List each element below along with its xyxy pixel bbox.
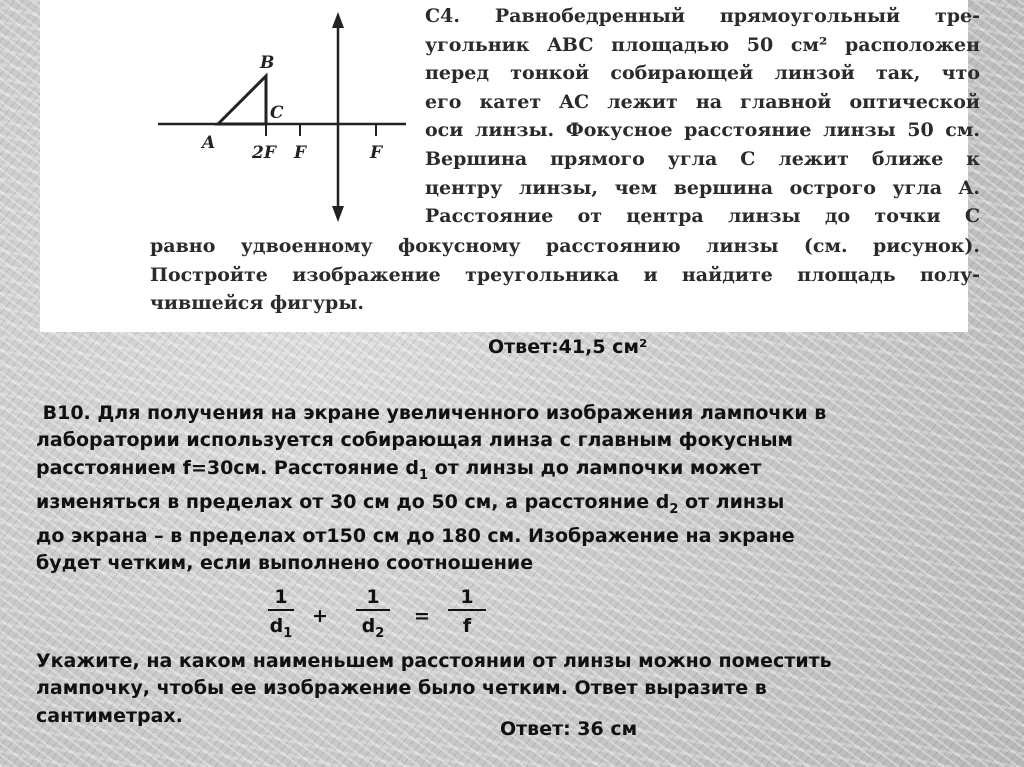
label-2f: 2F bbox=[252, 143, 276, 163]
b10-line-3 bbox=[36, 455, 986, 489]
b10-line-3-end: от линзы до лампочки может bbox=[428, 456, 762, 479]
lens-diagram bbox=[150, 8, 410, 228]
c4-line: перед тонкой собирающей линзой так, что bbox=[425, 62, 980, 85]
b10-line-9: сантиметрах. bbox=[36, 704, 183, 727]
b10-line-1: В10. Для получения на экране увеличенного изображения лампочки в bbox=[42, 402, 827, 424]
c4-line: равно удвоенному фокусному расстоянию линзы (см. рисунок). bbox=[150, 235, 980, 257]
fraction-1-over-d1 bbox=[268, 587, 294, 645]
lens-arrow-bottom bbox=[332, 206, 344, 222]
b10-line-4-text: изменяться в пределах от 30 см до 50 см, а расстояние d bbox=[36, 490, 670, 513]
lens-diagram-svg bbox=[150, 8, 410, 228]
label-f-left: F bbox=[294, 143, 307, 163]
label-b: B bbox=[260, 53, 275, 73]
fraction-numerator: 1 bbox=[366, 586, 380, 608]
fraction-denominator bbox=[356, 615, 390, 645]
fraction-1-over-d2 bbox=[356, 587, 390, 645]
d1-subscript: 1 bbox=[419, 467, 429, 483]
fraction-bar bbox=[268, 609, 294, 611]
den1-letter: d bbox=[269, 615, 284, 637]
b10-text bbox=[36, 400, 986, 577]
label-a: A bbox=[202, 133, 216, 153]
b10-line-5: до экрана – в пределах от150 см до 180 см. Изображение на экране bbox=[36, 524, 795, 547]
c4-answer: Ответ:41,5 см² bbox=[488, 336, 648, 358]
c4-line: центру линзы, чем вершина острого угла A. bbox=[425, 176, 980, 199]
b10-line-6: будет четким, если выполнено соотношение bbox=[36, 552, 534, 575]
lens-arrow-top bbox=[332, 12, 344, 28]
b10-line-7: Укажите, на каком наименьшем расстоянии от линзы можно поместить bbox=[36, 650, 832, 672]
c4-line: чившейся фигуры. bbox=[150, 292, 365, 315]
b10-line-4 bbox=[36, 489, 986, 523]
c4-line: его катет AC лежит на главной оптической bbox=[425, 90, 980, 113]
c4-line: угольник ABC площадью 50 см² расположен bbox=[425, 33, 980, 56]
fraction-bar bbox=[448, 609, 486, 611]
fraction-numerator: 1 bbox=[274, 586, 288, 608]
c4-line: С4. Равнобедренный прямоугольный тре- bbox=[425, 5, 980, 27]
label-c: C bbox=[270, 103, 284, 123]
c4-text-right bbox=[425, 2, 980, 231]
b10-line-2: лаборатории используется собирающая линза с главным фокусным bbox=[36, 429, 794, 452]
den1-subscript: 1 bbox=[283, 625, 293, 641]
c4-line: Вершина прямого угла C лежит ближе к bbox=[425, 147, 980, 170]
b10-line-4-end: от линзы bbox=[678, 490, 785, 513]
scanned-problem-c4 bbox=[40, 0, 980, 332]
den2-subscript: 2 bbox=[375, 625, 385, 641]
fraction-denominator: f bbox=[462, 615, 472, 637]
c4-line: Расстояние от центра линзы до точки C bbox=[425, 205, 980, 228]
c4-text-wide bbox=[150, 232, 980, 318]
b10-line bbox=[36, 400, 986, 427]
b10-line-3-text: расстоянием f=30см. Расстояние d bbox=[36, 456, 420, 479]
fraction-numerator: 1 bbox=[460, 586, 474, 608]
label-f-right: F bbox=[370, 143, 383, 163]
plus-sign: + bbox=[312, 605, 328, 627]
c4-line: оси линзы. Фокусное расстояние линзы 50 см. bbox=[425, 119, 980, 142]
c4-line: Постройте изображение треугольника и найдите площадь полу- bbox=[150, 263, 980, 286]
equals-sign: = bbox=[414, 605, 430, 627]
fraction-denominator bbox=[268, 615, 294, 645]
den2-letter: d bbox=[361, 615, 376, 637]
d2-subscript: 2 bbox=[669, 501, 679, 517]
triangle-abc bbox=[218, 76, 266, 124]
b10-answer: Ответ: 36 см bbox=[500, 718, 638, 740]
fraction-1-over-f bbox=[448, 587, 486, 637]
b10-line-8: лампочку, чтобы ее изображение было четким. Ответ выразите в bbox=[36, 677, 767, 700]
fraction-bar bbox=[356, 609, 390, 611]
